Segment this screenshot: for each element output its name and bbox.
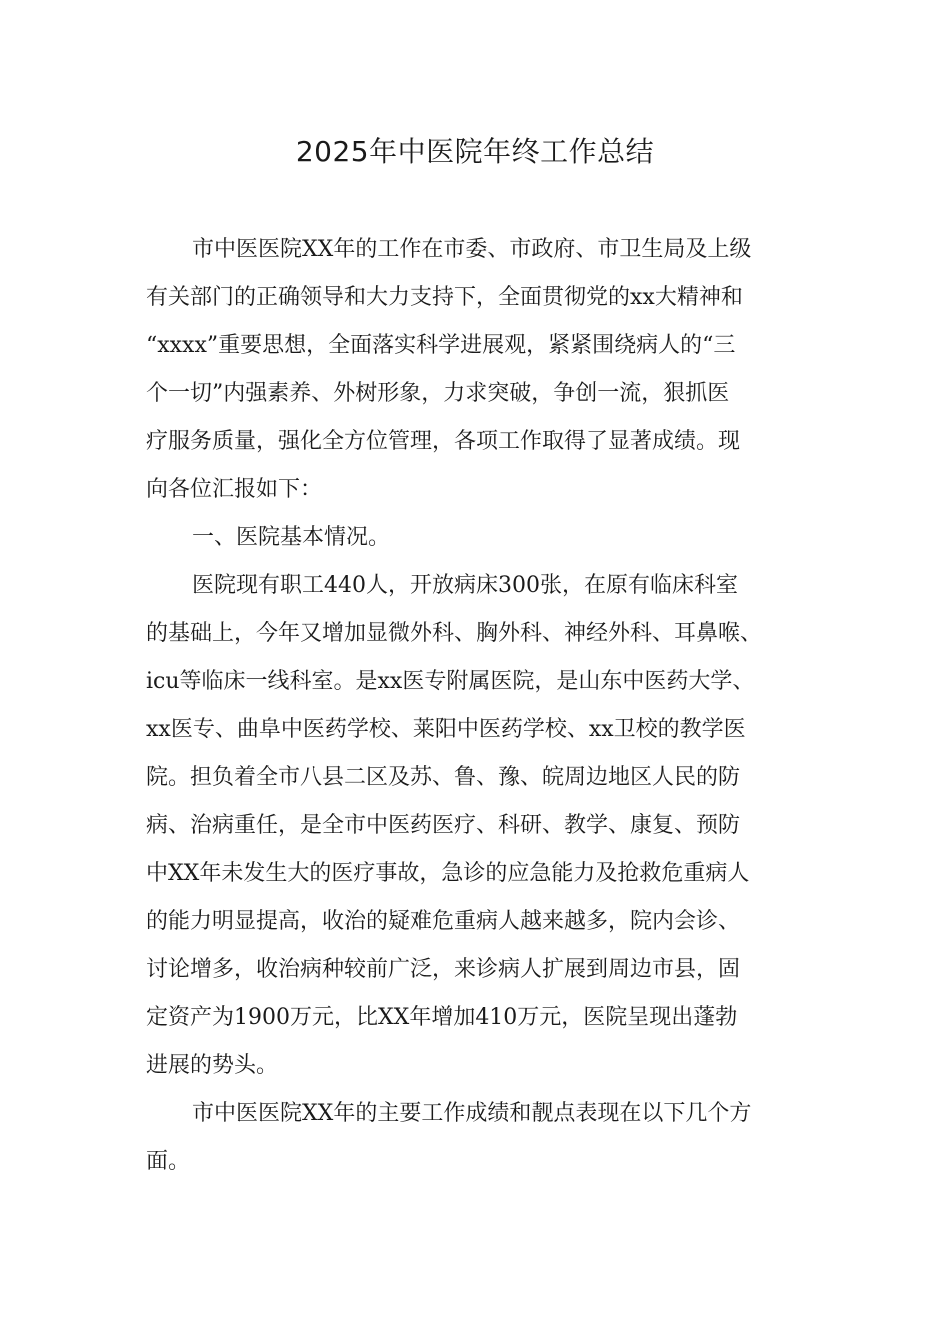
section-heading (146, 514, 814, 562)
text-line: 定资产为1900万元，比XX年增加410万元，医院呈现出蓬勃 (146, 1005, 738, 1030)
text-line: 中XX年未发生大的医疗事故，急诊的应急能力及抢救危重病人 (146, 861, 750, 886)
text-line: 疗服务质量，强化全方位管理，各项工作取得了显著成绩。现 (146, 429, 741, 454)
paragraph-intro (146, 226, 814, 514)
text-line: 一、医院基本情况。 (192, 525, 391, 550)
text-line: 医院现有职工440人，开放病床300张，在原有临床科室 (192, 573, 738, 598)
paragraph-basic-info (146, 562, 814, 1090)
text-line: 院。担负着全市八县二区及苏、鲁、豫、皖周边地区人民的防 (146, 765, 741, 790)
text-line: 的基础上，今年又增加显微外科、胸外科、神经外科、耳鼻喉、 (146, 621, 763, 646)
text-line: 个一切”内强素养、外树形象，力求突破，争创一流，狠抓医 (146, 381, 730, 406)
text-line: 病、治病重任，是全市中医药医疗、科研、教学、康复、预防 (146, 813, 741, 838)
document-title: 2025年中医院年终工作总结 (295, 135, 655, 168)
text-line: xx医专、曲阜中医药学校、莱阳中医药学校、xx卫校的教学医 (146, 717, 746, 742)
document-body (146, 226, 814, 1186)
text-line: 进展的势头。 (146, 1053, 279, 1078)
text-line: 向各位汇报如下： (146, 477, 323, 502)
text-line: 有关部门的正确领导和大力支持下，全面贯彻党的xx大精神和 (146, 285, 743, 310)
text-line: 市中医医院XX年的工作在市委、市政府、市卫生局及上级 (192, 237, 752, 262)
text-line: 讨论增多，收治病种较前广泛，来诊病人扩展到周边市县，固 (146, 957, 741, 982)
text-line: icu等临床一线科室。是xx医专附属医院，是山东中医药大学、 (146, 669, 755, 694)
text-line: 的能力明显提高，收治的疑难危重病人越来越多，院内会诊、 (146, 909, 741, 934)
text-line: 面。 (146, 1149, 191, 1174)
text-line: “xxxx”重要思想，全面落实科学进展观，紧紧围绕病人的“三 (146, 333, 736, 358)
text-line: 市中医医院XX年的主要工作成绩和靓点表现在以下几个方 (192, 1101, 752, 1126)
paragraph-achievements (146, 1090, 814, 1186)
